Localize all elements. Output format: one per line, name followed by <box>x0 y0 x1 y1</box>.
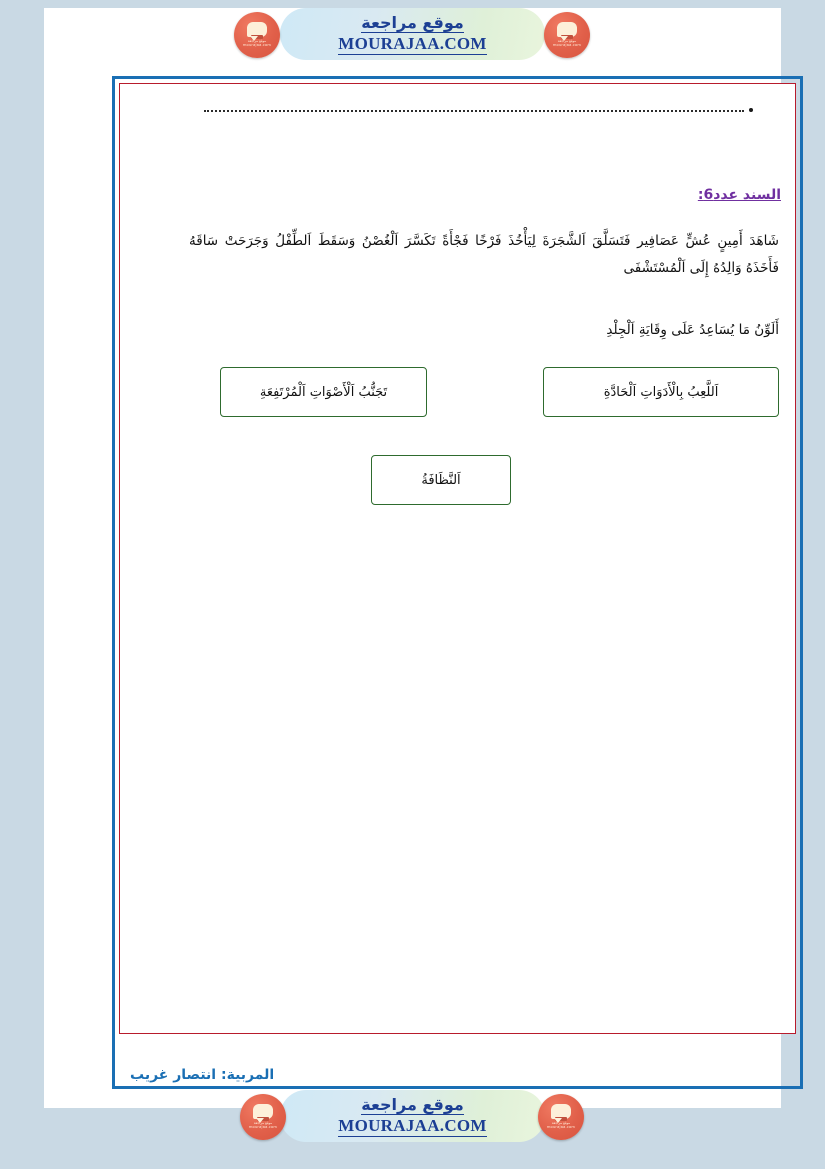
answer-option-1[interactable]: اَللَّعِبُ بِالْأَدَوَاتِ اَلْحَادَّةِ <box>543 367 779 417</box>
logo-caption-ar-left: موقع مراجعة <box>253 1121 273 1126</box>
chat-bubble-icon <box>551 1104 571 1119</box>
logo-caption-ar-left: موقع مراجعة <box>247 39 267 44</box>
banner-arabic-title: موقع مراجعة <box>361 12 464 32</box>
document-content <box>120 84 795 1033</box>
site-logo-icon-right <box>538 1094 584 1140</box>
watermark-banner-top <box>232 6 592 62</box>
page-sheet <box>44 8 781 1108</box>
logo-caption-en-left: mourajaa.com <box>242 43 272 48</box>
logo-caption-ar-right: موقع مراجعة <box>551 1121 571 1126</box>
page-border-blue <box>112 76 803 1089</box>
logo-caption-en-right: mourajaa.com <box>552 43 582 48</box>
banner-site-url: MOURAJAA.COM <box>338 34 487 55</box>
section-title-sanad: السند عدد6: <box>697 187 781 203</box>
logo-caption-en-left: mourajaa.com <box>248 1125 278 1130</box>
logo-caption-en-right: mourajaa.com <box>546 1125 576 1130</box>
banner-arabic-title: موقع مراجعة <box>361 1094 464 1114</box>
graduation-cap-icon <box>555 1117 567 1121</box>
banner-text-bottom <box>280 1090 545 1142</box>
chat-bubble-icon <box>247 22 267 37</box>
graduation-cap-icon <box>257 1117 269 1121</box>
watermark-banner-bottom <box>232 1086 592 1148</box>
chat-bubble-icon <box>557 22 577 37</box>
exercise-question: أَلَوِّنُ مَا يُسَاعِدُ عَلَى وِقَايَةِ اَلْجِلْدِ <box>606 322 779 338</box>
graduation-cap-icon <box>251 35 263 39</box>
banner-site-url: MOURAJAA.COM <box>338 1116 487 1137</box>
site-logo-icon-right <box>544 12 590 58</box>
chat-bubble-icon <box>253 1104 273 1119</box>
answer-option-3[interactable]: اَلنَّظَافَةُ <box>371 455 511 505</box>
banner-text-top <box>280 8 545 60</box>
site-logo-icon-left <box>234 12 280 58</box>
logo-caption-ar-right: موقع مراجعة <box>557 39 577 44</box>
story-paragraph: شَاهَدَ أَمِينٍ عُشٍّ عَصَافِير فَتَسَلَّقَ اَلشَّجَرَةَ لِيَأْخُذَ فَرْخًا فَجْأَةً تَكَسَّرَ اَلْغُصْنُ وَسَقَطَ اَلطِّفْلُ وَجَرَحَتْ سَاقَهُ فَأَخَذَهُ وَالِدُهُ إِلَى اَلْمُسْتَشْفَى <box>189 233 779 276</box>
site-logo-icon-left <box>240 1094 286 1140</box>
answer-option-2[interactable]: تَجَنُّبُ اَلْأَصْوَاتِ اَلْمُرْتَفِعَةِ <box>220 367 427 417</box>
page-border-red <box>119 83 796 1034</box>
graduation-cap-icon <box>561 35 573 39</box>
footer-teacher-name: المربية: انتصار غريب <box>130 1067 275 1083</box>
